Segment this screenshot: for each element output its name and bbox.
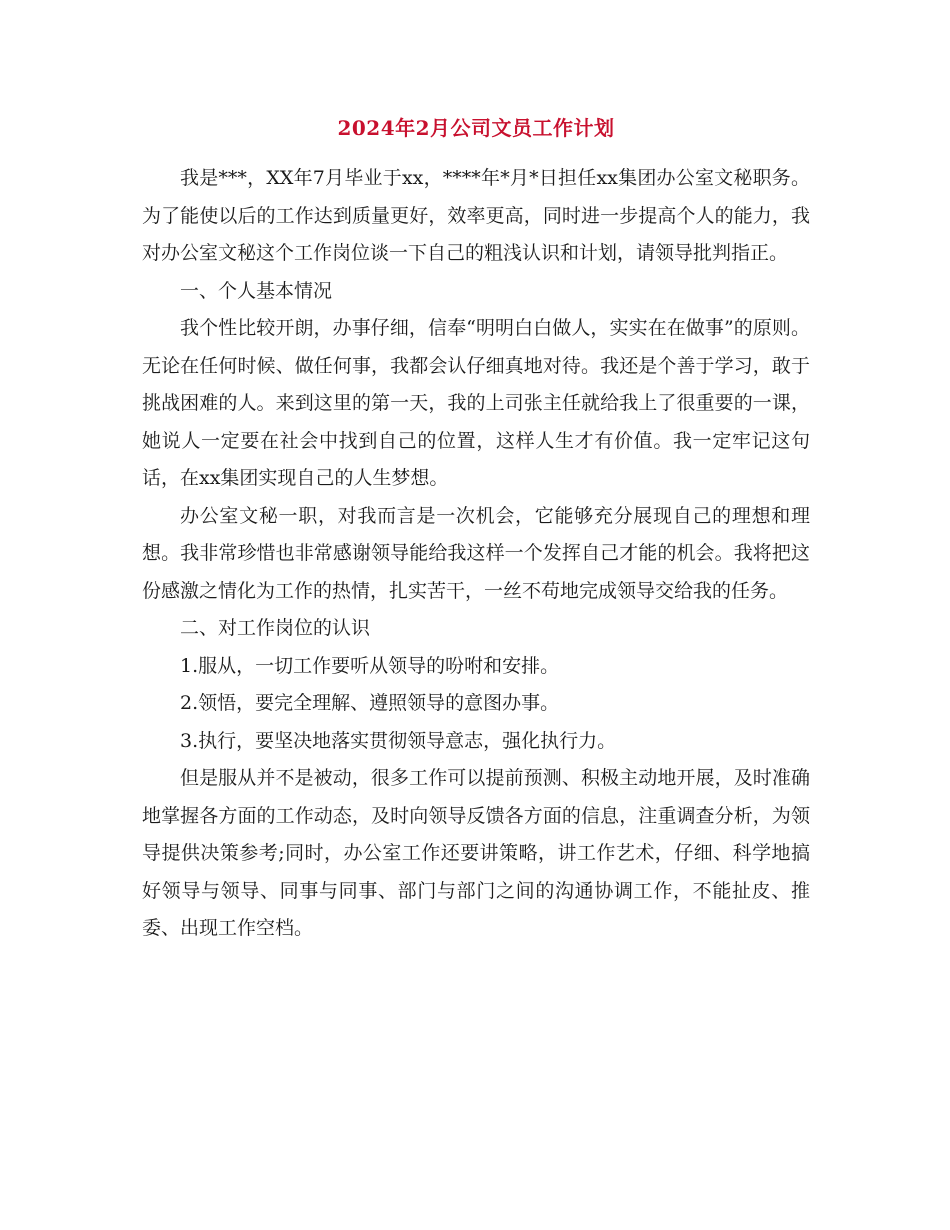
- personality-paragraph: 我个性比较开朗，办事仔细，信奉“明明白白做人，实实在在做事”的原则。无论在任何时候、做任何事，我都会认仔细真地对待。我还是个善于学习，敢于挑战困难的人。来到这里的第一天，我的上司张主任就给我上了很重要的一课，她说人一定要在社会中找到自己的位置，这样人生才有价值。我一定牢记这句话，在xx集团实现自己的人生梦想。: [142, 317, 810, 489]
- list-item-obey: 1.服从，一切工作要听从领导的吩咐和安排。: [180, 654, 560, 677]
- list-item-comprehend: 2.领悟，要完全理解、遵照领导的意图办事。: [180, 692, 560, 714]
- initiative-paragraph: 但是服从并不是被动，很多工作可以提前预测、积极主动地开展，及时准确地掌握各方面的工作动态，及时向领导反馈各方面的信息，注重调查分析，为领导提供决策参考;同时，办公室工作还要讲策略，讲工作艺术，仔细、科学地搞好领导与领导、同事与同事、部门与部门之间的沟通协调工作，不能扯皮、推委、出现工作空档。: [142, 767, 810, 939]
- list-item-execute: 3.执行，要坚决地落实贯彻领导意志，强化执行力。: [180, 729, 617, 752]
- document-page: [142, 110, 810, 948]
- opportunity-paragraph: 办公室文秘一职，对我而言是一次机会，它能够充分展现自己的理想和理想。我非常珍惜也非常感谢领导能给我这样一个发挥自己才能的机会。我将把这份感激之情化为工作的热情，扎实苦干，一丝不苟地完成领导交给我的任务。: [142, 504, 810, 602]
- document-title: 2024年2月公司文员工作计划: [337, 116, 615, 140]
- section-heading-job-understanding: 二、对工作岗位的认识: [180, 617, 371, 639]
- intro-paragraph: 我是***，XX年7月毕业于xx，****年*月*日担任xx集团办公室文秘职务。为了能使以后的工作达到质量更好，效率更高，同时进一步提高个人的能力，我对办公室文秘这个工作岗位谈一下自己的粗浅认识和计划，请领导批判指正。: [142, 167, 810, 264]
- section-heading-basic-info: 一、个人基本情况: [180, 279, 333, 302]
